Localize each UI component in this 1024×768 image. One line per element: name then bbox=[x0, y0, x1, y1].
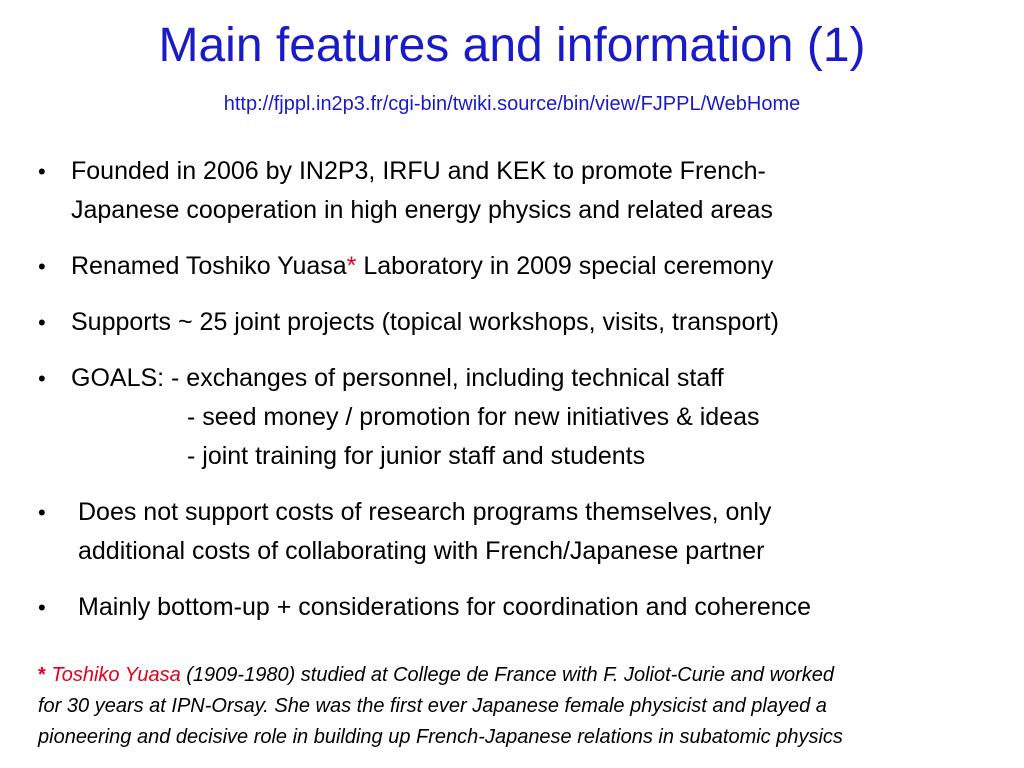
bullet-marker: • bbox=[38, 595, 46, 620]
bullet-marker: • bbox=[38, 159, 46, 184]
bullet-renamed bbox=[38, 247, 1018, 286]
bullet-founded bbox=[38, 152, 1018, 230]
footnote-star-marker: * bbox=[346, 252, 357, 280]
bullet-text: Supports ~ 25 joint projects (topical workshops, visits, transport) bbox=[71, 308, 779, 336]
footnote-line: pioneering and decisive role in building up French-Japanese relations in subatomic physics bbox=[38, 726, 843, 748]
bullet-bottom-up bbox=[38, 588, 1018, 627]
bullet-text: Mainly bottom-up + considerations for coordination and coherence bbox=[78, 593, 812, 621]
goal-item: - joint training for junior staff and students bbox=[187, 442, 646, 470]
footnote-name: Toshiko Yuasa bbox=[51, 664, 181, 686]
bullet-supports bbox=[38, 303, 1018, 342]
bullet-marker: • bbox=[38, 500, 46, 525]
footnote-star: * bbox=[38, 664, 46, 686]
bullet-text: additional costs of collaborating with French/Japanese partner bbox=[78, 537, 765, 565]
slide-title: Main features and information (1) bbox=[158, 19, 866, 72]
footnote-line: for 30 years at IPN-Orsay. She was the first ever Japanese female physicist and played a bbox=[38, 695, 827, 717]
bullet-costs bbox=[38, 493, 1018, 571]
bullet-list bbox=[38, 152, 1018, 644]
bullet-text bbox=[71, 247, 1018, 286]
bullet-marker: • bbox=[38, 254, 46, 279]
bullet-text-part: Laboratory in 2009 special ceremony bbox=[356, 252, 774, 280]
bullet-goals bbox=[38, 359, 1018, 476]
footnote-text: (1909-1980) studied at College de France with F. Joliot-Curie and worked bbox=[180, 664, 835, 686]
bullet-marker: • bbox=[38, 310, 46, 335]
footnote-line bbox=[38, 660, 998, 691]
bullet-text: Japanese cooperation in high energy physics and related areas bbox=[71, 196, 773, 224]
bullet-text: Founded in 2006 by IN2P3, IRFU and KEK to promote French- bbox=[71, 157, 766, 185]
slide-url: http://fjppl.in2p3.fr/cgi-bin/twiki.source/bin/view/FJPPL/WebHome bbox=[223, 93, 801, 115]
bullet-text-part: Renamed Toshiko Yuasa bbox=[71, 252, 347, 280]
footnote bbox=[38, 660, 998, 753]
bullet-text: Does not support costs of research programs themselves, only bbox=[78, 498, 772, 526]
goal-item: GOALS: - exchanges of personnel, including technical staff bbox=[71, 364, 724, 392]
bullet-marker: • bbox=[38, 366, 46, 391]
goal-item: - seed money / promotion for new initiatives & ideas bbox=[187, 403, 760, 431]
